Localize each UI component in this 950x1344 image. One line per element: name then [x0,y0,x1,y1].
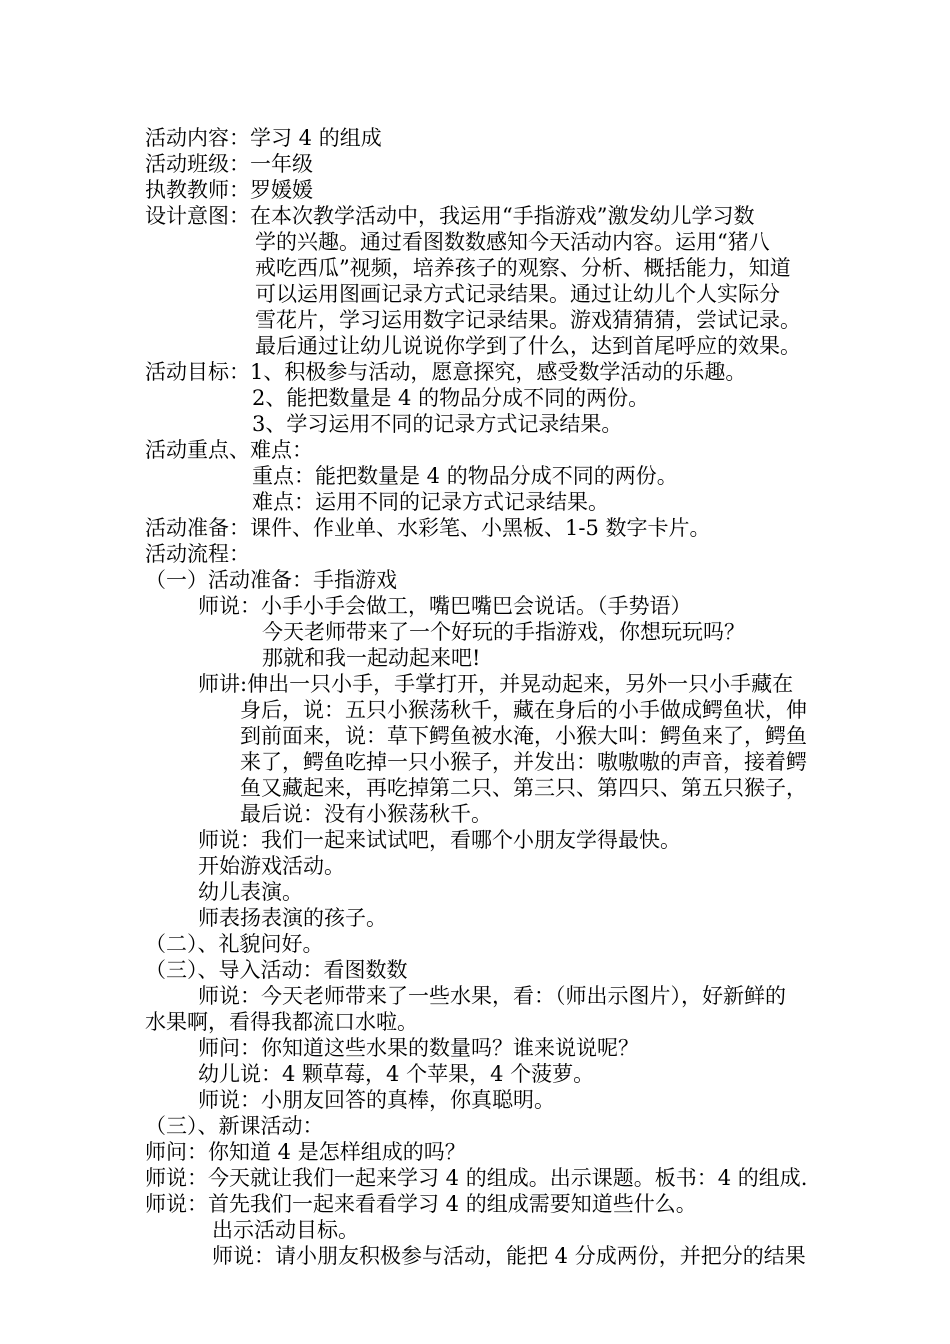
text-line: 师说：首先我们一起来看看学习 4 的组成需要知道些什么。 [145,1192,697,1216]
text-line: 师问：你知道这些水果的数量吗？谁来说说呢？ [198,1036,639,1060]
text-line: 可以运用图画记录方式记录结果。通过让幼儿个人实际分 [255,282,780,306]
text-line: 师说：今天老师带来了一些水果，看：（师出示图片），好新鲜的 [198,984,786,1008]
text-line: 今天老师带来了一个好玩的手指游戏，你想玩玩吗？ [262,620,745,644]
text-line: 那就和我一起动起来吧! [262,646,481,670]
text-line: 雪花片，学习运用数字记录结果。游戏猜猜猜，尝试记录。 [255,308,801,332]
text-line: 师说：今天就让我们一起来学习 4 的组成。出示课题。板书：4 的组成. [145,1166,808,1190]
class-line: 活动班级：一年级 [145,152,313,176]
preparation-line: 活动准备：课件、作业单、水彩笔、小黑板、1-5 数字卡片。 [145,516,711,540]
content-line: 活动内容：学习 4 的组成 [145,126,382,150]
text-line: 难点：运用不同的记录方式记录结果。 [252,490,609,514]
text-line: 鱼又藏起来，再吃掉第二只、第三只、第四只、第五只猴子， [240,776,807,800]
text-line: 最后通过让幼儿说说你学到了什么，达到首尾呼应的效果。 [255,334,801,358]
section-heading: （三）、导入活动：看图数数 [145,958,408,982]
text-line: 最后说：没有小猴荡秋千。 [240,802,492,826]
key-points-heading: 活动重点、难点： [145,438,313,462]
objectives-line: 活动目标：1、积极参与活动，愿意探究，感受数学活动的乐趣。 [145,360,747,384]
text-line: 学的兴趣。通过看图数数感知今天活动内容。运用“猪八 [255,230,770,254]
text-line: 2、能把数量是 4 的物品分成不同的两份。 [252,386,650,410]
text-line: 师说：请小朋友积极参与活动，能把 4 分成两份，并把分的结果 [212,1244,806,1268]
text-line: 戒吃西瓜”视频，培养孩子的观察、分析、概括能力，知道 [255,256,791,280]
text-line: 幼儿表演。 [198,880,303,904]
text-line: 重点：能把数量是 4 的物品分成不同的两份。 [252,464,678,488]
section-heading: （一）活动准备：手指游戏 [145,568,397,592]
text-line: 身后，说：五只小猴荡秋千，藏在身后的小手做成鳄鱼状，伸 [240,698,807,722]
text-line: 3、学习运用不同的记录方式记录结果。 [252,412,623,436]
text-line: 水果啊，看得我都流口水啦。 [145,1010,418,1034]
text-line: 出示活动目标。 [212,1218,359,1242]
text-line: 师说：小手小手会做工，嘴巴嘴巴会说话。（手势语） [198,594,692,618]
text-line: 师说：我们一起来试试吧，看哪个小朋友学得最快。 [198,828,681,852]
teacher-line: 执教教师：罗媛媛 [145,178,313,202]
text-line: 开始游戏活动。 [198,854,345,878]
text-line: 师表扬表演的孩子。 [198,906,387,930]
text-line: 师讲:伸出一只小手，手掌打开，并晃动起来，另外一只小手藏在 [198,672,794,696]
section-heading: （二）、礼貌问好。 [145,932,324,956]
text-line: 来了，鳄鱼吃掉一只小猴子，并发出：嗷嗷嗷的声音，接着鳄 [240,750,807,774]
text-line: 幼儿说：4 颗草莓，4 个苹果，4 个菠萝。 [198,1062,595,1086]
section-heading: （三）、新课活动： [145,1114,324,1138]
text-line: 师问：你知道 4 是怎样组成的吗？ [145,1140,466,1164]
process-heading: 活动流程： [145,542,250,566]
text-line: 师说：小朋友回答的真棒，你真聪明。 [198,1088,555,1112]
design-intent-line: 设计意图：在本次教学活动中，我运用“手指游戏”激发幼儿学习数 [145,204,755,228]
text-line: 到前面来，说：草下鳄鱼被水淹，小猴大叫：鳄鱼来了，鳄鱼 [240,724,807,748]
